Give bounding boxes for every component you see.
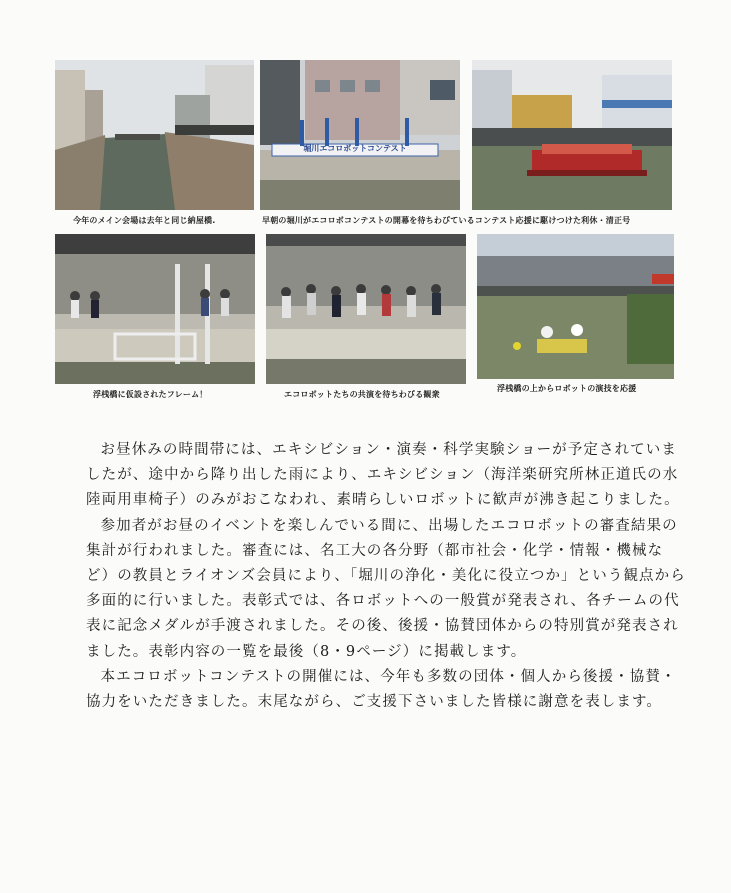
article-body <box>86 438 686 715</box>
caption-spectators: エコロボットたちの共演を待ちわびる観衆 <box>284 390 440 399</box>
caption-pier-frame: 浮桟橋に仮設されたフレーム！ <box>93 390 208 399</box>
paragraph-judging-awards: 参加者がお昼のイベントを楽しんでいる間に、出場したエコロボットの審査結果の集計が行われました。審査には、名工大の各分野（都市社会・化学・情報・機械など）の教員とライオンズ会員により、「堀川の浄化・美化に役立つか」という観点から多面的に行いました。表彰式では、各ロボットへの一般賞が発表され、各チームの代表に記念メダルが手渡されました。その後、後援・協賛団体からの特別賞が発表されました。表彰内容の一覧を最後（8・9ページ）に掲載します。 <box>86 517 686 660</box>
banner-text: 堀川エコロボットコンテスト <box>303 144 407 153</box>
photo-contest-banner <box>260 60 460 210</box>
caption-main-venue: 今年のメイン会場は去年と同じ納屋橋. <box>73 216 216 225</box>
paragraph-lunch-exhibition: お昼休みの時間帯には、エキシビション・演奏・科学実験ショーが予定されていましたが、途中から降り出した雨により、エキシビション（海洋楽研究所林正道氏の水陸両用車椅子）のみがおこなわれ、素晴らしいロボットに歓声が沸き起こりました。 <box>86 442 680 509</box>
photo-canal-main-venue <box>55 60 254 210</box>
photo-spectators <box>266 234 466 384</box>
caption-robot-performance: 浮桟橋の上からロボットの演技を応援 <box>497 384 637 393</box>
photo-pier-frame <box>55 234 255 384</box>
caption-contest-morning: 早朝の堀川がエコロボコンテストの開幕を待ちわびているコンテスト応援に駆けつけた利休・清正号 <box>262 216 631 225</box>
paragraph-acknowledgement: 本エコロボットコンテストの開催には、今年も多数の団体・個人から後援・協賛・協力をいただきました。末尾ながら、ご支援下さいました皆様に謝意を表します。 <box>86 668 677 711</box>
photo-red-boat <box>472 60 672 210</box>
photo-robot-performance <box>477 234 674 379</box>
